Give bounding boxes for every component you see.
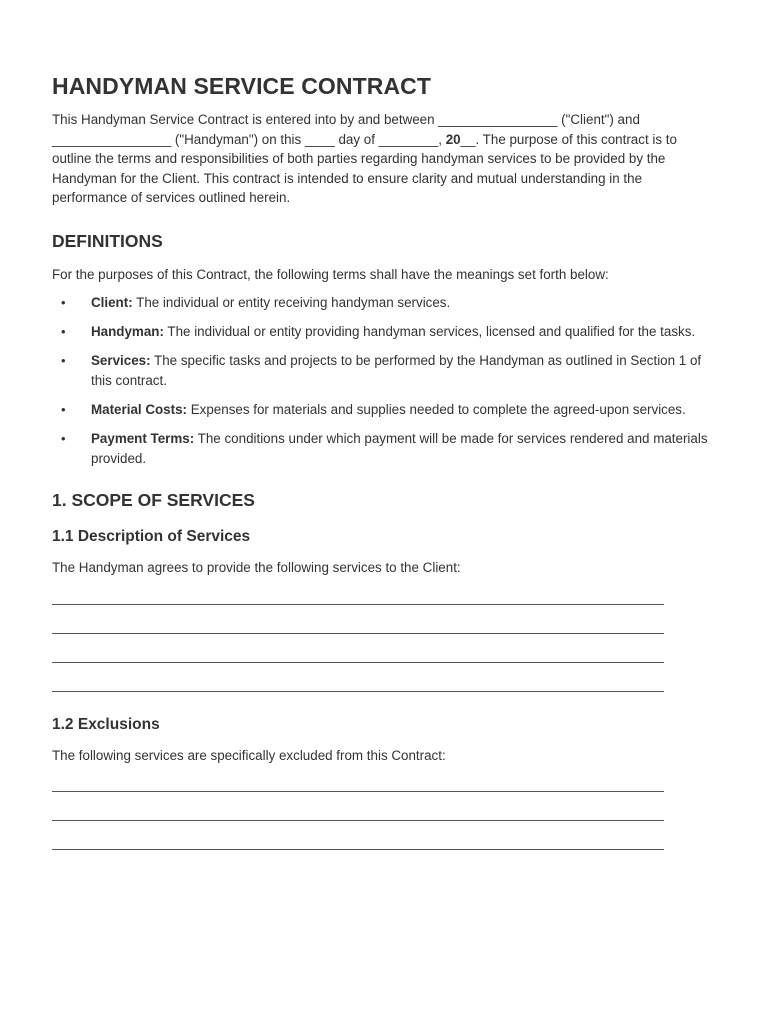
definition-item — [52, 322, 718, 342]
definition-term: Payment Terms: — [91, 430, 195, 446]
definition-term: Material Costs: — [91, 401, 187, 417]
fill-in-line[interactable] — [52, 804, 718, 833]
definition-term: Handyman: — [91, 323, 164, 339]
definition-text: The individual or entity receiving handyman services. — [132, 294, 451, 310]
exclusions-subheading: 1.2 Exclusions — [52, 715, 160, 733]
bullet-icon: • — [61, 401, 66, 417]
definition-item — [52, 351, 718, 390]
intro-text-part1: This Handyman Service Contract is entered into by and between ________________ ("Client") and ________________ ("Handyman") on this ____ day of ________, — [52, 112, 640, 147]
definition-text: Expenses for materials and supplies needed to complete the agreed-upon services. — [187, 401, 686, 417]
exclusions-lead: The following services are specifically excluded from this Contract: — [52, 747, 446, 763]
definition-item — [52, 400, 718, 420]
definition-term: Services: — [91, 352, 151, 368]
fill-in-line[interactable] — [52, 833, 718, 862]
bullet-icon: • — [61, 294, 66, 310]
definition-item — [52, 293, 718, 313]
contract-page — [52, 72, 718, 862]
fill-in-line[interactable] — [52, 675, 718, 704]
fill-in-line[interactable] — [52, 646, 718, 675]
definitions-heading: DEFINITIONS — [52, 230, 163, 251]
bullet-icon: • — [61, 430, 66, 446]
definitions-lead: For the purposes of this Contract, the following terms shall have the meanings set forth below: — [52, 266, 609, 282]
bullet-icon: • — [61, 352, 66, 368]
definition-text: The individual or entity providing handyman services, licensed and qualified for the tasks. — [163, 323, 696, 339]
fill-in-line[interactable] — [52, 775, 718, 804]
exclusions-blank-lines — [52, 775, 718, 862]
description-lead: The Handyman agrees to provide the following services to the Client: — [52, 560, 461, 576]
description-subheading: 1.1 Description of Services — [52, 528, 251, 546]
definitions-list — [52, 293, 718, 469]
definition-item — [52, 429, 718, 468]
intro-text-part2: __. The purpose of this contract is to outline the terms and responsibilities of both parties regarding handyman services to be provided by the Handyman for the Client. This contract is intended to ensure clarity and mutual understanding in the performance of services outlined herein. — [52, 131, 677, 206]
fill-in-line[interactable] — [52, 617, 718, 646]
definition-text: The specific tasks and projects to be performed by the Handyman as outlined in Section 1 of this contract. — [91, 352, 702, 388]
fill-in-line[interactable] — [52, 588, 718, 617]
scope-heading: 1. SCOPE OF SERVICES — [52, 490, 255, 511]
intro-year: 20 — [445, 131, 461, 147]
definition-text: The conditions under which payment will be made for services rendered and materials provided. — [91, 430, 708, 466]
document-title: HANDYMAN SERVICE CONTRACT — [52, 73, 432, 99]
intro-paragraph — [52, 110, 718, 208]
bullet-icon: • — [61, 323, 66, 339]
description-blank-lines — [52, 588, 718, 704]
definition-term: Client: — [91, 294, 133, 310]
